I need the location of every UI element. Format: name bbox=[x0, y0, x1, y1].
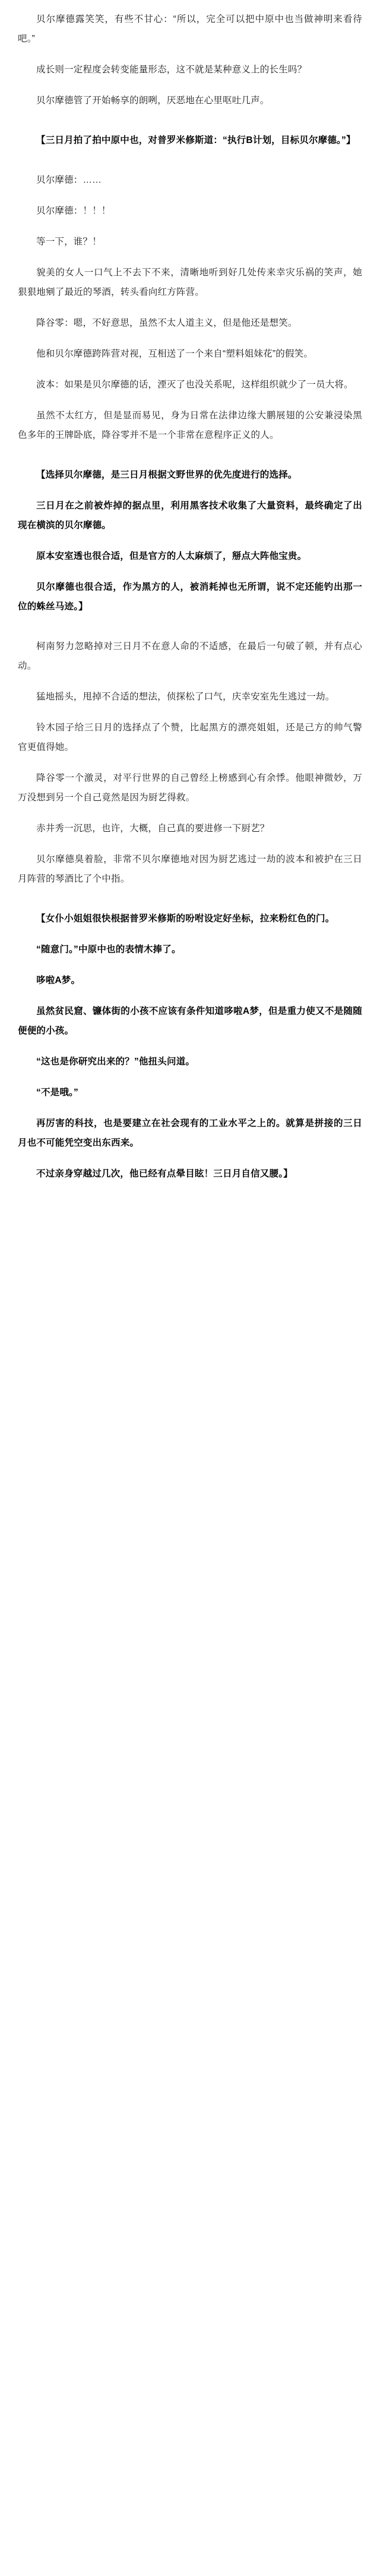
document-paragraph: 贝尔摩德臭着脸，非常不贝尔摩德地对因为厨艺逃过一劫的波本和被护在三日月阵营的琴酒比了个中指。 bbox=[18, 854, 362, 884]
document-paragraph: 成长则一定程度会转变能量形态，这不就是某种意义上的长生吗？ bbox=[36, 65, 307, 75]
document-paragraph: “不是哦。” bbox=[36, 1087, 78, 1098]
document-paragraph: 波本：如果是贝尔摩德的话，湮灭了也没关系呢，这样组织就少了一员大将。 bbox=[36, 380, 353, 390]
document-paragraph: 他和贝尔摩德跨阵营对视，互相送了一个来自“塑料姐妹花”的假笑。 bbox=[36, 349, 314, 359]
document-paragraph: 柯南努力忽略掉对三日月不在意人命的不适感，在最后一句破了顿，并有点心动。 bbox=[18, 641, 362, 671]
document-paragraph: 不过亲身穿越过几次，他已经有点晕目眩！三日月自信又腰。】 bbox=[36, 1169, 293, 1179]
document-paragraph: 【女仆小姐姐很快根据普罗米修斯的吩咐设定好坐标，拉来粉红色的门。 bbox=[36, 914, 335, 924]
document-paragraph: 再厉害的科技，也是要建立在社会现有的工业水平之上的。就算是拼接的三日月也不可能凭空变出东西来。 bbox=[18, 1118, 362, 1148]
document-paragraph: 三日月在之前被炸掉的据点里，利用黑客技术收集了大量资料，最终确定了出现在横滨的贝尔摩德。 bbox=[18, 501, 362, 530]
document-paragraph: 贝尔摩德露笑笑，有些不甘心：“所以，完全可以把中原中也当做神明来看待吧。” bbox=[18, 14, 362, 44]
document-paragraph: 降谷零：嗯，不好意思，虽然不太人道主义，但是他还是想笑。 bbox=[36, 318, 297, 328]
document-paragraph: 贝尔摩德管了开始畅享的朗咧，厌恶地在心里呕吐几声。 bbox=[36, 96, 270, 106]
document-paragraph: 赤井秀一沉思，也许，大概，自己真的要进修一下厨艺？ bbox=[36, 823, 270, 834]
document-paragraph: 【选择贝尔摩德，是三日月根据文野世界的优先度进行的选择。 bbox=[36, 470, 297, 480]
document-paragraph: “随意门。”中原中也的表情木捧了。 bbox=[36, 944, 181, 955]
document-paragraph: 原本安室透也很合适，但是官方的人太麻烦了，掰点大阵他宝贵。 bbox=[36, 551, 307, 561]
document-paragraph: 铃木园子给三日月的选择点了个赞，比起黑方的漂亮姐姐，还是己方的帅气警官更值得她。 bbox=[18, 723, 362, 752]
document-paragraph: 【三日月拍了拍中原中也，对普罗米修斯道：“执行B计划，目标贝尔摩德。”】 bbox=[36, 135, 356, 145]
paragraph-list bbox=[18, 9, 362, 1184]
document-paragraph: 哆啦A梦。 bbox=[36, 975, 81, 985]
document-paragraph: 贝尔摩德：…… bbox=[36, 175, 102, 185]
document-paragraph: 猛地摇头，甩掉不合适的想法，侦探松了口气，庆幸安室先生逃过一劫。 bbox=[36, 692, 335, 702]
document-paragraph: 虽然不太红方，但是显而易见，身为日常在法律边缘大鹏展翅的公安兼浸染黑色多年的王牌卧底，降谷零并不是一个非常在意程序正义的人。 bbox=[18, 411, 362, 440]
document-paragraph: “这也是你研究出来的？”他扭头问道。 bbox=[36, 1057, 195, 1067]
document-paragraph: 等一下，谁？！ bbox=[36, 237, 102, 247]
document-page bbox=[0, 0, 380, 1219]
document-paragraph: 降谷零一个激灵，对平行世界的自己曾经上榜感到心有余悸。他眼神微妙，万万没想到另一个自己竟然是因为厨艺得救。 bbox=[18, 773, 362, 803]
document-paragraph: 虽然贫民窟、镰体街的小孩不应该有条件知道哆啦A梦，但是重力使又不是随随便便的小孩。 bbox=[18, 1006, 362, 1036]
document-paragraph: 贝尔摩德：！！！ bbox=[36, 206, 111, 216]
document-paragraph: 贝尔摩德也很合适，作为黑方的人，被消耗掉也无所谓，说不定还能钓出那一位的蛛丝马迹。】 bbox=[18, 582, 362, 612]
document-paragraph: 貌美的女人一口气上不去下不来，清晰地听到好几处传来幸灾乐祸的笑声，她狠狠地剜了最近的琴酒，转头看向红方阵营。 bbox=[18, 268, 362, 297]
